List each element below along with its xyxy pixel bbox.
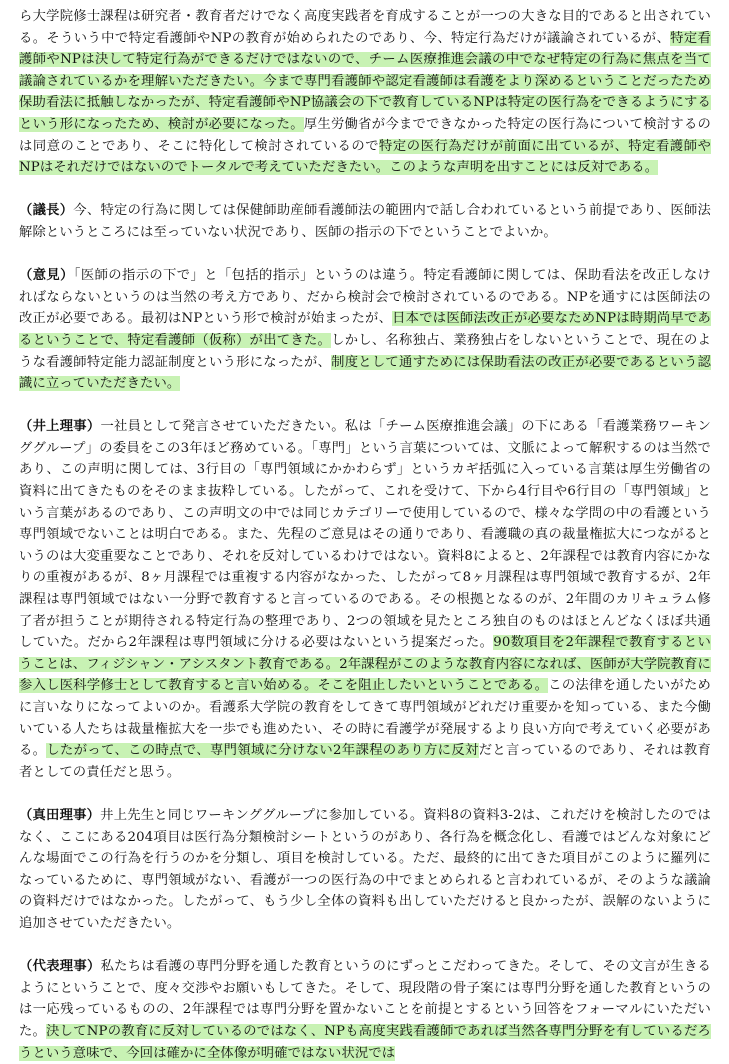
highlighted-text: 90数項目を2年課程で教育するということは、フィジシャン・アシスタント教育である。2年課程がこのような教育内容になれば、医師が大学院教育に参入し医科学修士として教育すると言い始める。そこを阻止したいということである。 bbox=[19, 635, 711, 694]
paragraph bbox=[19, 265, 711, 395]
speaker-label: （代表理事） bbox=[19, 959, 101, 975]
body-text: この法律を通したいがために言いなりになってよいのか。看護系大学院の教育をしてきて専門領域がどれだけ重要かを知っている、また今働いている人たちは裁量権拡大を一歩でも進めたい、その時に看護学が発展するより良い方向で考えていく必要がある。 bbox=[19, 678, 711, 759]
highlighted-text: 制度として通すためには保助看法の改正が必要であるという認識に立っていただきたい。 bbox=[19, 354, 712, 392]
paragraph bbox=[19, 956, 711, 1064]
paragraph bbox=[19, 805, 711, 935]
highlighted-text: 決してNPの教育に反対しているのではなく、NPも高度実践看護師であれば当然各専門分野を有しているだろうという意味で、今回は確かに全体像が明確ではない状況では bbox=[19, 1023, 711, 1061]
highlighted-text: 日本では医師法改正が必要なためNPは時期尚早であるということで、特定看護師（仮称）が出てきた。 bbox=[19, 311, 711, 348]
highlighted-text: したがって、この時点で、専門領域に分けない2年課程のあり方に反対 bbox=[46, 743, 479, 759]
body-text: 一社員として発言させていただきたい。私は「チーム医療推進会議」の下にある「看護業務ワーキンググループ」の委員をこの3年ほど務めている。「専門」という言葉については、文脈によって解釈するのは当然であり、この声明に関しては、3行目の「専門領域にかかわらず」というカギ括弧に入っている言葉は厚生労働省の資料に出てきたものをそのまま抜粋している。したがって、これを受けて、下から4行目や6行目の「専門領域」という言葉があるのであり、この声明文の中では同じカテゴリーで使用しているので、様々な学問の中の看護という専門領域でないことは明白である。また、先程のご意見はその通りであり、看護職の真の裁量権拡大につながるというのは大変重要なことであり、それを反対しているわけではない。資料8によると、2年課程では教育内容にかなりの重複があるが、8ヶ月課程では重複する内容がなかった、したがって8ヶ月課程は専門領域で教育するが、2年課程は専門領域ではない一分野で教育すると言っているのである。その根拠となるのが、2年間のカリキュラム修了者が担うことが期待される特定行為の整理であり、2つの領域を見たところ独自のものはほとんどなくほぼ共通していた。だから2年課程は専門領域に分ける必要はないという提案だった。 bbox=[19, 419, 711, 651]
speaker-label: （議長） bbox=[19, 203, 74, 219]
body-text: だと言っているのであり、それは教育者としての責任だと思う。 bbox=[19, 743, 711, 780]
paragraph bbox=[19, 6, 711, 179]
highlighted-text: 特定看護師やNPは決して特定行為ができるだけではないので、チーム医療推進会議の中でなぜ特定の行為に焦点を当て議論されているかを理解いただきたい。今まで専門看護師や認定看護師は看護をより深めるということだったため保助看法に抵触しなかったが、特定看護師やNP協議会の下で教育しているNPは特定の医行為をできるようにするという形になったため、検討が必要になった。 bbox=[19, 30, 711, 132]
body-text: 今、特定の行為に関しては保健師助産師看護師法の範囲内で話し合われているという前提であり、医師法解除というところには至っていない状況であり、医師の指示の下でということでよいか。 bbox=[19, 203, 711, 240]
body-text: 井上先生と同じワーキンググループに参加している。資料8の資料3-2は、これだけを検討したのではなく、ここにある204項目は医行為分類検討シートというのがあり、各行為を概念化し、看護ではどんな対象にどんな場面でこの行為を行うのかを分類し、項目を検討している。ただ、最終的に出てきた項目がこのように羅列になっているために、専門領域がない、看護が一つの医行為の中でまとめられると言われているが、そのような議論の資料だけではなかった。したがって、もう少し全体の資料も出していただけると良かったが、誤解のないように追加させていただきたい。 bbox=[19, 807, 711, 931]
speaker-label: （意見） bbox=[19, 268, 74, 284]
body-text: ら大学院修士課程は研究者・教育者だけでなく高度実践者を育成することが一つの大きな目的であると出されている。そういう中で特定看護師やNPの教育が始められたのであり、今、特定行為だけが議論されているが、 bbox=[19, 9, 711, 46]
paragraph bbox=[19, 416, 711, 783]
speaker-label: （真田理事） bbox=[19, 807, 101, 823]
body-text: しかし、名称独占、業務独占をしないということで、現在のような看護師特定能力認証制度という形になったが、 bbox=[19, 332, 711, 370]
body-text: 「医師の指示の下で」と「包括的指示」というのは違う。特定看護師に関しては、保助看法を改正しなければならないというのは当然の考え方であり、だから検討会で検討されているのである。NPを通すには医師法の改正が必要である。最初はNPという形で検討が始まったが、 bbox=[19, 268, 711, 327]
body-text: 私たちは看護の専門分野を通した教育というのにずっとこだわってきた。そして、その文言が生きるようにということで、度々交渉やお願いもしてきた。そして、現段階の骨子案には専門分野を通した教育というのは一応残っているものの、2年課程では専門分野を置かないことを前提とするという回答をフォーマルにいただいた。 bbox=[19, 959, 711, 1039]
body-text: 厚生労働省が今までできなかった特定の医行為について検討するのは同意のことであり、そこに特化して検討されているので bbox=[19, 116, 711, 154]
highlighted-text: 特定の医行為だけが前面に出ているが、特定看護師やNPはそれだけではないのでトータルで考えていただきたい。このような声明を出すことには反対である。 bbox=[19, 138, 711, 176]
speaker-label: （井上理事） bbox=[19, 419, 101, 435]
paragraph bbox=[19, 200, 711, 243]
